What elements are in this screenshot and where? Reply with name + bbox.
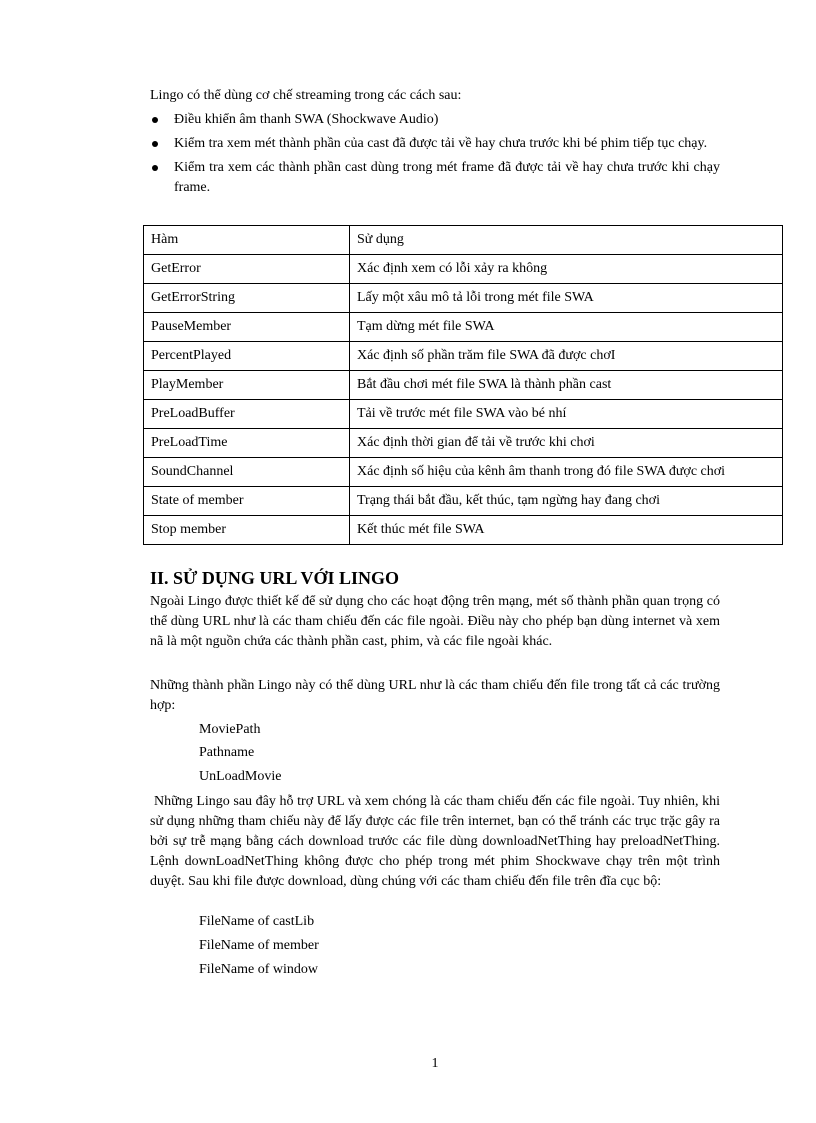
function-table <box>143 225 783 545</box>
table-row <box>144 371 783 400</box>
table-header-cell: Hàm <box>144 226 350 255</box>
table-cell-function: GetError <box>144 255 350 284</box>
table-row <box>144 400 783 429</box>
table-cell-usage: Lấy một xâu mô tả lỗi trong mét file SWA <box>350 284 783 313</box>
table-row <box>144 255 783 284</box>
table-cell-function: PreLoadTime <box>144 429 350 458</box>
table-row <box>144 516 783 545</box>
bullet-dot-icon <box>152 117 158 123</box>
list-item: UnLoadMovie <box>199 769 282 784</box>
table-cell-usage: Kết thúc mét file SWA <box>350 516 783 545</box>
table-header-cell: Sử dụng <box>350 226 783 255</box>
list-item: FileName of window <box>199 962 318 977</box>
list-item: FileName of member <box>199 938 319 953</box>
table-row <box>144 429 783 458</box>
table-row <box>144 284 783 313</box>
table-cell-function: SoundChannel <box>144 458 350 487</box>
table-row <box>144 313 783 342</box>
table-cell-function: PreLoadBuffer <box>144 400 350 429</box>
table-row <box>144 342 783 371</box>
list-item: FileName of castLib <box>199 914 315 929</box>
table-cell-function: PercentPlayed <box>144 342 350 371</box>
bullet-dot-icon <box>152 165 158 171</box>
bullet-text: Điều khiển âm thanh SWA (Shockwave Audio) <box>174 112 439 127</box>
table-cell-function: State of member <box>144 487 350 516</box>
bullet-item <box>150 158 720 198</box>
table-header-row <box>144 226 783 255</box>
page-number: 1 <box>431 1056 439 1071</box>
table-cell-usage: Xác định số hiệu của kênh âm thanh trong đó file SWA được chơi <box>350 458 783 487</box>
table-row <box>144 487 783 516</box>
table-cell-function: PauseMember <box>144 313 350 342</box>
table-cell-usage: Trạng thái bắt đầu, kết thúc, tạm ngừng hay đang chơi <box>350 487 783 516</box>
bullet-item <box>150 110 720 130</box>
table-cell-function: GetErrorString <box>144 284 350 313</box>
paragraph-2: Những thành phần Lingo này có thể dùng URL như là các tham chiếu đến file trong tất cả các trường hợp: <box>150 678 720 713</box>
table-row <box>144 458 783 487</box>
table-cell-function: PlayMember <box>144 371 350 400</box>
paragraph-3: Những Lingo sau đây hỗ trợ URL và xem chóng là các tham chiếu đến các file ngoài. Tuy nhiên, khi sử dụng những tham chiếu này để lấy được các file trên internet, bạn có thể tránh các trục trặc gây ra bởi sự trễ mạng bằng cách download trước các file dùng downloadNetThing hay preloadNetThing. Lệnh downLoadNetThing không được cho phép trong mét phim Shockwave chạy trên một trình duyệt. Sau khi file được download, dùng chúng với các tham chiếu đến file trên đĩa cục bộ: <box>150 794 720 889</box>
list-item: Pathname <box>199 745 255 760</box>
table-cell-usage: Xác định thời gian để tải về trước khi chơi <box>350 429 783 458</box>
bullet-list <box>150 110 720 202</box>
table-cell-usage: Xác định xem có lỗi xảy ra không <box>350 255 783 284</box>
intro-text: Lingo có thể dùng cơ chế streaming trong các cách sau: <box>150 88 462 103</box>
table-cell-usage: Bắt đầu chơi mét file SWA là thành phần cast <box>350 371 783 400</box>
table-cell-usage: Tạm dừng mét file SWA <box>350 313 783 342</box>
bullet-text: Kiểm tra xem mét thành phần của cast đã được tải về hay chưa trước khi bé phim tiếp tục chạy. <box>174 136 708 151</box>
bullet-item <box>150 134 720 154</box>
table-cell-function: Stop member <box>144 516 350 545</box>
bullet-text: Kiểm tra xem các thành phần cast dùng trong mét frame đã được tải về hay chưa trước khi chạy frame. <box>174 160 720 195</box>
paragraph-1: Ngoài Lingo được thiết kế để sử dụng cho các hoạt động trên mạng, mét số thành phần quan trọng có thể dùng URL như là các tham chiếu đến các file ngoài. Điều này cho phép bạn dùng internet và xem nã là một nguồn chứa các thành phần cast, phim, và các file ngoài khác. <box>150 594 720 649</box>
table-cell-usage: Tải về trước mét file SWA vào bé nhí <box>350 400 783 429</box>
table-cell-usage: Xác định số phần trăm file SWA đã được chơI <box>350 342 783 371</box>
bullet-dot-icon <box>152 141 158 147</box>
section-heading: II. SỬ DỤNG URL VỚI LINGO <box>150 568 400 588</box>
list-item: MoviePath <box>199 722 261 737</box>
